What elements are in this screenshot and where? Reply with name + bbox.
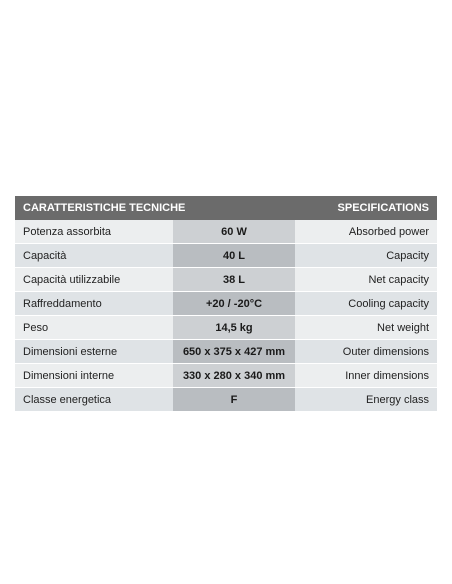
spec-value: 60 W [173, 220, 295, 244]
spec-value: +20 / -20°C [173, 292, 295, 316]
table-row [15, 316, 437, 340]
label-italian: Potenza assorbita [15, 220, 173, 244]
table-header-row [15, 196, 437, 220]
label-italian: Dimensioni interne [15, 364, 173, 388]
spec-value: F [173, 388, 295, 412]
label-english: Inner dimensions [295, 364, 437, 388]
label-english: Net capacity [295, 268, 437, 292]
label-english: Absorbed power [295, 220, 437, 244]
specifications-table [15, 196, 437, 412]
spec-value: 330 x 280 x 340 mm [173, 364, 295, 388]
label-italian: Classe energetica [15, 388, 173, 412]
label-italian: Peso [15, 316, 173, 340]
table-row [15, 388, 437, 412]
label-english: Net weight [295, 316, 437, 340]
label-english: Cooling capacity [295, 292, 437, 316]
label-italian: Dimensioni esterne [15, 340, 173, 364]
table-row [15, 340, 437, 364]
header-english: SPECIFICATIONS [295, 196, 437, 220]
spec-value: 38 L [173, 268, 295, 292]
table-row [15, 244, 437, 268]
label-italian: Capacità utilizzabile [15, 268, 173, 292]
label-english: Outer dimensions [295, 340, 437, 364]
label-english: Capacity [295, 244, 437, 268]
table-row [15, 220, 437, 244]
label-italian: Capacità [15, 244, 173, 268]
label-italian: Raffreddamento [15, 292, 173, 316]
label-english: Energy class [295, 388, 437, 412]
spec-value: 650 x 375 x 427 mm [173, 340, 295, 364]
spec-value: 14,5 kg [173, 316, 295, 340]
table-row [15, 292, 437, 316]
spec-value: 40 L [173, 244, 295, 268]
table-row [15, 364, 437, 388]
header-italian: CARATTERISTICHE TECNICHE [15, 196, 295, 220]
table-row [15, 268, 437, 292]
